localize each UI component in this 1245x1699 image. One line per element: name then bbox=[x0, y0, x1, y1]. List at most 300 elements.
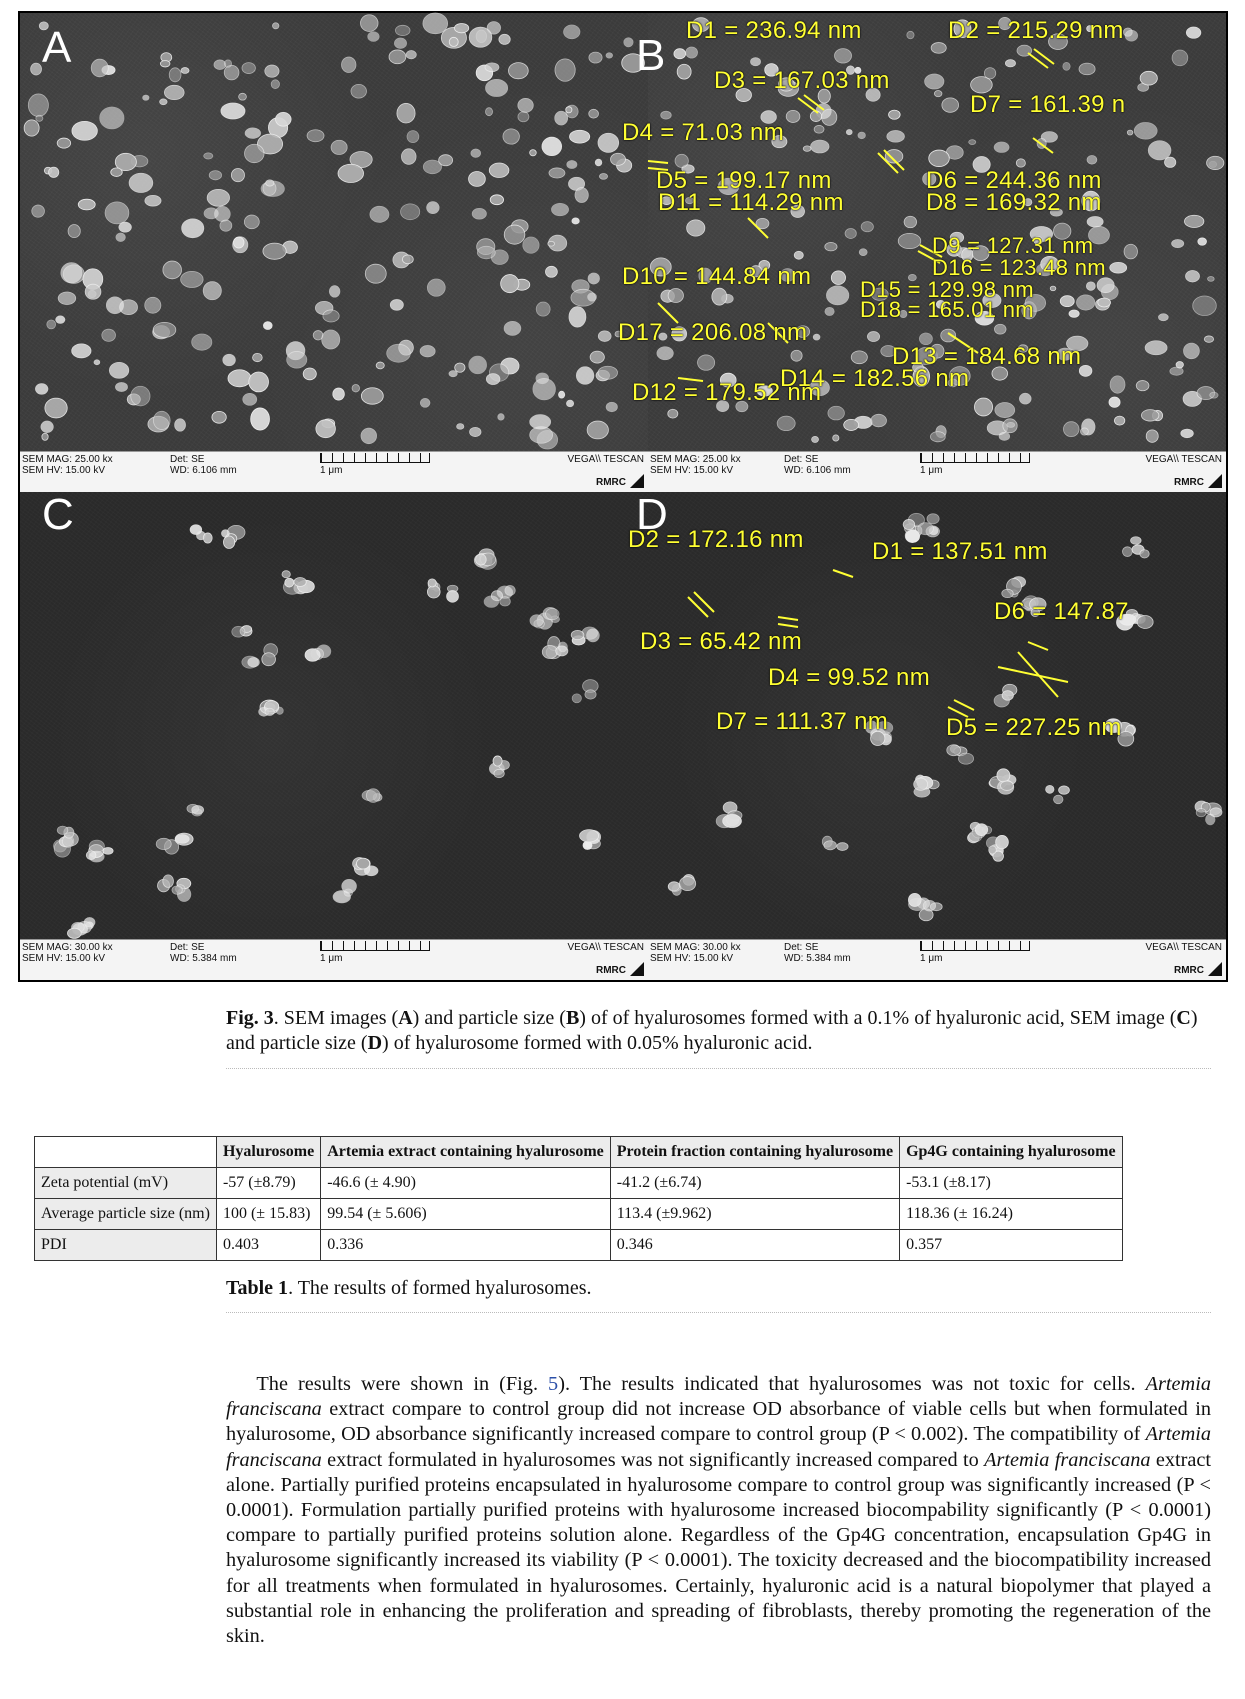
sem-particle bbox=[176, 835, 190, 844]
caption-text: ) of hyalurosome formed with 0.05% hyaluronic acid. bbox=[382, 1032, 813, 1054]
sem-particle bbox=[530, 415, 551, 429]
sem-detector: Det: SE bbox=[170, 942, 205, 953]
table-cell: -46.6 (± 4.90) bbox=[321, 1168, 611, 1199]
sem-particle bbox=[470, 427, 481, 436]
sem-particle bbox=[504, 321, 521, 335]
table-cell: 0.346 bbox=[610, 1230, 899, 1261]
sem-particle bbox=[68, 225, 80, 238]
measurement-label: D7 = 161.39 n bbox=[970, 91, 1126, 118]
sem-particle bbox=[530, 615, 543, 627]
sem-particle bbox=[182, 219, 204, 238]
sem-particle bbox=[115, 383, 127, 392]
results-table bbox=[34, 1136, 1123, 1261]
sem-hv: SEM HV: 15.00 kV bbox=[650, 465, 733, 476]
panel-letter: C bbox=[42, 490, 74, 539]
sem-particle bbox=[564, 25, 580, 39]
sem-particle bbox=[449, 371, 457, 377]
body-paragraph bbox=[226, 1372, 1211, 1649]
measurement-label: D10 = 144.84 nm bbox=[622, 263, 812, 290]
row-header: Zeta potential (mV) bbox=[35, 1168, 217, 1199]
measurement-label: D13 = 184.68 nm bbox=[892, 343, 1082, 370]
sem-particle bbox=[472, 208, 486, 219]
sem-working-distance: WD: 6.106 mm bbox=[170, 465, 237, 476]
sem-particle bbox=[580, 830, 599, 842]
sem-particle bbox=[35, 384, 47, 395]
sem-particle bbox=[569, 307, 586, 327]
table-cell: -41.2 (±6.74) bbox=[610, 1168, 899, 1199]
sem-particle bbox=[239, 93, 247, 100]
sem-mag: SEM MAG: 25.00 kx bbox=[22, 454, 113, 465]
sem-particle bbox=[47, 320, 56, 329]
sem-particle bbox=[181, 68, 189, 74]
measurement-label: D12 = 179.52 nm bbox=[632, 379, 822, 406]
sem-particle bbox=[111, 168, 123, 177]
caption-text: . SEM images ( bbox=[273, 1007, 399, 1029]
sem-particle bbox=[116, 233, 125, 241]
table-row bbox=[35, 1168, 1123, 1199]
sem-particle bbox=[316, 420, 336, 438]
sem-particle bbox=[366, 789, 380, 803]
sem-particle bbox=[490, 195, 503, 205]
figure-link[interactable]: 5 bbox=[548, 1373, 559, 1395]
sem-particle bbox=[103, 848, 113, 855]
sem-particle bbox=[427, 202, 439, 214]
lab-name: RMRC bbox=[596, 477, 626, 488]
sem-hv: SEM HV: 15.00 kV bbox=[650, 953, 733, 964]
paragraph-text: The results were shown in (Fig. bbox=[256, 1373, 549, 1395]
sem-particle bbox=[360, 15, 378, 32]
sem-particle bbox=[233, 237, 244, 248]
sem-particle bbox=[181, 271, 203, 287]
sem-particle bbox=[423, 13, 448, 34]
sem-particle bbox=[571, 630, 584, 639]
sem-particle bbox=[356, 858, 369, 869]
sem-particle bbox=[401, 204, 420, 220]
measurement-label: D5 = 199.17 nm bbox=[656, 167, 832, 194]
sem-hv: SEM HV: 15.00 kV bbox=[22, 465, 105, 476]
sem-particle bbox=[559, 391, 565, 398]
sem-particle bbox=[542, 645, 557, 658]
sem-particle bbox=[248, 658, 259, 667]
sem-particle bbox=[387, 344, 411, 362]
sem-particle bbox=[28, 94, 48, 117]
sem-particle bbox=[221, 103, 245, 119]
sem-particle bbox=[365, 264, 386, 283]
sem-particle bbox=[192, 806, 204, 815]
measurement-label: D17 = 206.08 nm bbox=[618, 319, 808, 346]
sem-particle bbox=[222, 530, 230, 537]
scale-bar-label: 1 μm bbox=[320, 953, 343, 964]
sem-particle bbox=[145, 297, 161, 313]
scale-bar bbox=[920, 453, 1030, 463]
sem-particle bbox=[214, 60, 226, 70]
panel-letter: B bbox=[636, 31, 666, 80]
sem-particle bbox=[469, 27, 492, 47]
sem-particle bbox=[31, 63, 42, 75]
table-cell: 100 (± 15.83) bbox=[216, 1199, 320, 1230]
sem-particle bbox=[585, 690, 596, 699]
sem-hv: SEM HV: 15.00 kV bbox=[22, 953, 105, 964]
table-header-row bbox=[35, 1137, 1123, 1168]
measurement-label: D9 = 127.31 nm bbox=[932, 233, 1094, 258]
sem-particle bbox=[504, 225, 525, 244]
caption-ref: D bbox=[367, 1032, 383, 1054]
sem-particle bbox=[67, 928, 81, 938]
sem-particle bbox=[36, 115, 43, 121]
sem-particle bbox=[549, 168, 565, 178]
sem-particle bbox=[331, 140, 347, 154]
sem-info-bar bbox=[20, 451, 648, 492]
sem-particle bbox=[253, 353, 263, 361]
column-header: Hyalurosome bbox=[216, 1137, 320, 1168]
sem-particle bbox=[285, 578, 294, 587]
sem-particle bbox=[486, 108, 493, 116]
sem-particle bbox=[587, 421, 608, 439]
measurement-label: D16 = 123.48 nm bbox=[932, 255, 1106, 280]
sem-particle bbox=[558, 642, 567, 652]
caption-label: Fig. 3 bbox=[226, 1007, 274, 1029]
sem-particle bbox=[41, 421, 53, 432]
sem-particle bbox=[153, 411, 170, 429]
sem-particle bbox=[394, 38, 406, 48]
sem-particle bbox=[598, 133, 619, 152]
sem-particle bbox=[447, 590, 459, 602]
particle-layer bbox=[20, 13, 648, 453]
sem-particle bbox=[595, 159, 602, 166]
sem-particle bbox=[72, 121, 97, 140]
sem-particle bbox=[536, 302, 550, 316]
sem-mag: SEM MAG: 30.00 kx bbox=[22, 942, 113, 953]
sem-particle bbox=[45, 398, 67, 418]
sem-particle bbox=[224, 60, 231, 67]
sem-figure bbox=[18, 11, 1228, 982]
sem-particle bbox=[102, 329, 116, 341]
sem-panel-a bbox=[20, 13, 648, 492]
sem-particle bbox=[500, 597, 511, 606]
sem-particle bbox=[172, 886, 182, 894]
sem-particle bbox=[42, 433, 48, 440]
sem-particle bbox=[590, 351, 604, 363]
table-cell: -53.1 (±8.17) bbox=[900, 1168, 1123, 1199]
sem-particle bbox=[570, 130, 590, 143]
table-corner bbox=[35, 1137, 217, 1168]
sem-particle bbox=[589, 109, 599, 118]
sem-particle bbox=[329, 286, 339, 297]
sem-particle bbox=[503, 129, 519, 144]
sem-particle bbox=[89, 840, 104, 852]
table-cell: 113.4 (±9.962) bbox=[610, 1199, 899, 1230]
sem-detector: Det: SE bbox=[170, 454, 205, 465]
sem-particle bbox=[548, 241, 555, 246]
sem-particle bbox=[485, 63, 499, 72]
table-cell: 118.36 (± 16.24) bbox=[900, 1199, 1123, 1230]
sem-particle bbox=[397, 103, 415, 123]
sem-particle bbox=[163, 261, 182, 279]
sem-particle bbox=[368, 32, 379, 42]
sem-particle bbox=[389, 50, 406, 64]
sem-particle bbox=[518, 112, 529, 122]
sem-particle bbox=[317, 645, 331, 658]
column-header: Gp4G containing hyalurosome bbox=[900, 1137, 1123, 1168]
measurement-label: D14 = 182.56 nm bbox=[780, 365, 970, 392]
measurement-label: D2 = 172.16 nm bbox=[628, 526, 804, 553]
sem-particle bbox=[338, 164, 364, 182]
caption-text: ) of of hyalurosomes formed with a 0.1% of hyaluronic acid, SEM image ( bbox=[579, 1007, 1177, 1029]
sem-particle bbox=[153, 322, 176, 337]
sem-particle bbox=[555, 59, 575, 81]
sem-particle bbox=[212, 411, 226, 423]
sem-particle bbox=[307, 130, 324, 142]
sem-particle bbox=[439, 155, 453, 166]
sem-particle bbox=[271, 80, 279, 89]
sem-particle bbox=[91, 59, 108, 77]
table-caption bbox=[226, 1277, 1211, 1313]
sem-particle bbox=[566, 107, 572, 113]
sem-particle bbox=[611, 153, 626, 165]
scale-bar-label: 1 μm bbox=[320, 465, 343, 476]
sem-info-bar bbox=[20, 939, 648, 980]
sem-particle bbox=[370, 206, 389, 222]
sem-particle bbox=[427, 279, 445, 296]
sem-mag: SEM MAG: 25.00 kx bbox=[650, 454, 741, 465]
species-name: Artemia franciscana bbox=[226, 1423, 1211, 1471]
sem-particle bbox=[420, 398, 430, 407]
sem-particle bbox=[499, 34, 510, 44]
sem-mag: SEM MAG: 30.00 kx bbox=[650, 942, 741, 953]
sem-particle bbox=[272, 23, 278, 29]
sem-particle bbox=[109, 362, 128, 378]
lab-logo-icon bbox=[1208, 962, 1222, 976]
sem-particle bbox=[352, 384, 359, 391]
sem-info-bar bbox=[648, 939, 1226, 980]
sem-particle bbox=[420, 346, 435, 357]
sem-particle bbox=[175, 419, 186, 431]
measurement-label: D8 = 169.32 nm bbox=[926, 189, 1102, 216]
panel-letter: D bbox=[636, 490, 668, 539]
sem-particle bbox=[598, 331, 611, 342]
sem-particle bbox=[498, 414, 504, 420]
panel-letter: A bbox=[42, 23, 72, 72]
sem-particle bbox=[546, 608, 559, 619]
sem-particle bbox=[203, 533, 212, 543]
sem-particle bbox=[545, 266, 557, 277]
sem-working-distance: WD: 5.384 mm bbox=[784, 953, 851, 964]
scale-bar-label: 1 μm bbox=[920, 953, 943, 964]
sem-particle bbox=[169, 68, 181, 82]
instrument-brand: VEGA\\ TESCAN bbox=[1145, 454, 1222, 465]
lab-name: RMRC bbox=[596, 965, 626, 976]
sem-particle bbox=[276, 112, 292, 126]
caption-ref: A bbox=[398, 1007, 413, 1029]
sem-particle bbox=[606, 53, 613, 58]
sem-particle bbox=[589, 52, 602, 63]
lab-logo-icon bbox=[630, 474, 644, 488]
sem-particle bbox=[469, 356, 487, 374]
sem-particle bbox=[228, 370, 251, 387]
lab-logo-icon bbox=[630, 962, 644, 976]
sem-particle bbox=[192, 334, 212, 350]
sem-particle bbox=[376, 362, 384, 369]
sem-particle bbox=[84, 918, 95, 927]
sem-particle bbox=[242, 63, 255, 74]
lab-name: RMRC bbox=[1174, 477, 1204, 488]
row-header: PDI bbox=[35, 1230, 217, 1261]
sem-panel-c bbox=[20, 492, 648, 980]
measurement-label: D3 = 65.42 nm bbox=[640, 628, 802, 655]
sem-particle bbox=[406, 51, 416, 59]
sem-particle bbox=[407, 131, 419, 143]
sem-particle bbox=[131, 386, 150, 406]
sem-particle bbox=[294, 577, 306, 586]
sem-particle bbox=[156, 838, 171, 849]
sem-particle bbox=[263, 243, 286, 259]
sem-particle bbox=[57, 826, 68, 834]
sem-particle bbox=[323, 310, 339, 322]
paragraph-text: extract compare to control group did not increase OD absorbance of viable cells but when formulated in hyalurosome, OD absorbance significantly increased compare to control group (P < 0.002). The compatibility of bbox=[226, 1398, 1211, 1446]
scale-bar bbox=[320, 941, 430, 951]
caption-text: ) and particle size ( bbox=[412, 1007, 566, 1029]
sem-particle bbox=[428, 579, 436, 587]
sem-particle bbox=[266, 180, 274, 186]
species-name: Artemia franciscana bbox=[226, 1373, 1211, 1421]
sem-particle bbox=[245, 128, 260, 138]
sem-particle bbox=[530, 150, 537, 156]
sem-particle bbox=[207, 189, 229, 206]
instrument-brand: VEGA\\ TESCAN bbox=[567, 454, 644, 465]
sem-particle bbox=[484, 596, 499, 607]
instrument-brand: VEGA\\ TESCAN bbox=[567, 942, 644, 953]
table-caption-label: Table 1 bbox=[226, 1277, 289, 1299]
sem-particle bbox=[190, 525, 202, 535]
sem-particle bbox=[427, 586, 440, 598]
sem-particle bbox=[477, 246, 495, 259]
sem-particle bbox=[49, 167, 59, 177]
sem-particle bbox=[402, 255, 413, 264]
sem-particle bbox=[265, 708, 274, 715]
sem-particle bbox=[223, 536, 234, 548]
lab-logo-icon bbox=[1208, 474, 1222, 488]
paragraph-text: extract formulated in hyalurosomes was not significantly increased compared to bbox=[321, 1448, 985, 1471]
measurement-label: D6 = 244.36 nm bbox=[926, 167, 1102, 194]
sem-particle bbox=[24, 120, 39, 136]
sem-particle bbox=[245, 144, 265, 162]
sem-particle bbox=[89, 851, 104, 862]
table-cell: 0.403 bbox=[216, 1230, 320, 1261]
sem-particle bbox=[251, 408, 270, 430]
sem-particle bbox=[395, 25, 410, 35]
caption-ref: B bbox=[565, 1007, 580, 1029]
measurement-label: D7 = 111.37 nm bbox=[716, 708, 889, 735]
sem-panel-b bbox=[618, 13, 1226, 492]
measurement-label: D15 = 129.98 nm bbox=[860, 277, 1034, 302]
table-cell: 0.357 bbox=[900, 1230, 1123, 1261]
sem-particle bbox=[78, 199, 95, 210]
sem-particle bbox=[143, 95, 149, 100]
sem-particle bbox=[489, 163, 509, 177]
measurement-label: D5 = 227.25 nm bbox=[946, 714, 1122, 741]
sem-particle bbox=[449, 37, 458, 46]
table-row bbox=[35, 1199, 1123, 1230]
caption-ref: C bbox=[1176, 1007, 1191, 1029]
sem-particle bbox=[232, 626, 245, 637]
table-row bbox=[35, 1230, 1123, 1261]
sem-working-distance: WD: 6.106 mm bbox=[784, 465, 851, 476]
sem-particle bbox=[61, 263, 82, 283]
row-header: Average particle size (nm) bbox=[35, 1199, 217, 1230]
measurement-label: D6 = 147.87 bbox=[994, 598, 1129, 625]
sem-particle bbox=[231, 169, 244, 182]
sem-particle bbox=[244, 215, 259, 229]
sem-particle bbox=[56, 316, 65, 323]
sem-particle bbox=[303, 368, 316, 380]
sem-particle bbox=[85, 284, 101, 299]
sem-particle bbox=[486, 374, 500, 385]
sem-particle bbox=[105, 202, 129, 224]
table-caption-text: . The results of formed hyalurosomes. bbox=[288, 1277, 592, 1299]
sem-particle bbox=[249, 372, 269, 392]
sem-particle bbox=[129, 173, 153, 192]
sem-particle bbox=[361, 428, 377, 444]
sem-particle bbox=[333, 388, 345, 400]
sem-particle bbox=[401, 149, 416, 165]
sem-particle bbox=[100, 107, 124, 129]
sem-info-bar bbox=[648, 451, 1226, 492]
sem-particle bbox=[342, 57, 356, 72]
sem-particle bbox=[457, 424, 464, 430]
scale-bar bbox=[920, 941, 1030, 951]
sem-particle bbox=[567, 160, 577, 168]
sem-particle bbox=[508, 63, 528, 79]
sem-particle bbox=[390, 300, 403, 311]
sem-particle bbox=[57, 138, 71, 148]
sem-particle bbox=[533, 378, 556, 399]
sem-particle bbox=[588, 293, 597, 301]
measurement-label: D18 = 165.01 nm bbox=[860, 297, 1034, 322]
sem-particle bbox=[32, 205, 45, 217]
sem-particle bbox=[588, 273, 599, 284]
table-cell: 99.54 (± 5.606) bbox=[321, 1199, 611, 1230]
sem-particle bbox=[598, 366, 617, 379]
sem-particle bbox=[106, 297, 123, 314]
sem-particle bbox=[58, 292, 76, 304]
sem-particle bbox=[145, 195, 161, 206]
sem-particle bbox=[282, 571, 290, 578]
sem-particle bbox=[493, 756, 502, 766]
measurement-label: D4 = 99.52 nm bbox=[768, 664, 930, 691]
scale-bar bbox=[320, 453, 430, 463]
sem-particle bbox=[243, 393, 257, 405]
sem-particle bbox=[486, 79, 508, 96]
sem-particle bbox=[455, 363, 465, 372]
column-header: Protein fraction containing hyalurosome bbox=[610, 1137, 899, 1168]
sem-particle bbox=[494, 769, 504, 777]
sem-particle bbox=[587, 629, 600, 642]
measurement-label: D11 = 114.29 nm bbox=[658, 189, 844, 216]
sem-particle bbox=[523, 237, 539, 253]
sem-particle bbox=[72, 344, 91, 358]
sem-particle bbox=[351, 84, 367, 98]
sem-particle bbox=[263, 322, 272, 330]
sem-particle bbox=[163, 875, 174, 888]
measurement-label: D1 = 236.94 nm bbox=[686, 17, 862, 44]
sem-particle bbox=[469, 171, 486, 186]
sem-panel-d bbox=[628, 490, 1226, 980]
paragraph-text: ). The results indicated that hyalurosomes was not toxic for cells. bbox=[558, 1373, 1146, 1395]
sem-particle bbox=[606, 402, 617, 411]
sem-particle bbox=[119, 222, 131, 232]
sem-particle bbox=[518, 98, 533, 112]
table-cell: -57 (±8.79) bbox=[216, 1168, 320, 1199]
